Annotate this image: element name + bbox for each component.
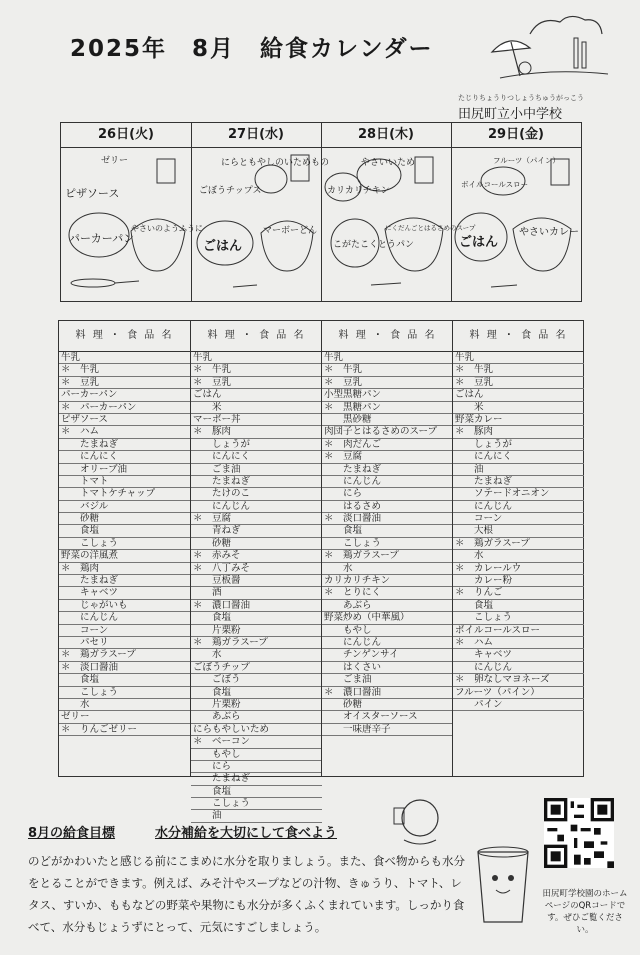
- table-row: ＊ りんご: [453, 587, 584, 599]
- day-sketch: ゼリー ピザソース パーカーパン やさいのようふうに: [61, 147, 191, 299]
- table-row: こしょう: [322, 538, 453, 550]
- table-row: ＊ 豆乳: [453, 377, 584, 389]
- school-name-ruby: たじりちょうりつしょうちゅうがっこう: [458, 94, 584, 102]
- table-row: 牛乳: [191, 352, 322, 364]
- table-row: ＊ 豆腐: [191, 513, 322, 525]
- table-row: ゼリー: [59, 711, 190, 723]
- table-row: にらもやしいため: [191, 724, 322, 736]
- table-row: 食塩: [191, 612, 322, 624]
- table-row: にら: [191, 761, 322, 773]
- table-row: ＊ りんごゼリー: [59, 724, 190, 736]
- table-row: こしょう: [59, 538, 190, 550]
- table-row: 片栗粉: [191, 625, 322, 637]
- table-row: ＊ 鶏ガラスープ: [322, 550, 453, 562]
- table-row: あぶら: [191, 711, 322, 723]
- table-row: 小型黒糖パン: [322, 389, 453, 401]
- table-row: 牛乳: [322, 352, 453, 364]
- table-row: はくさい: [322, 662, 453, 674]
- table-row: オイスターソース: [322, 711, 453, 723]
- table-row: 砂糖: [191, 538, 322, 550]
- table-row: にんじん: [453, 662, 584, 674]
- table-row: はるさめ: [322, 501, 453, 513]
- table-row: ごはん: [191, 389, 322, 401]
- table-row: こしょう: [453, 612, 584, 624]
- column-header: 料 理 ・ 食 品 名: [59, 321, 190, 352]
- table-row: ごま油: [191, 464, 322, 476]
- table-row: 肉団子とはるさめのスープ: [322, 426, 453, 438]
- table-row: 水: [453, 550, 584, 562]
- drinking-person-illustration: [380, 790, 460, 850]
- day-sketch: やさいいため カリカリチキン こがたこくとうパン にくだんごとはるさめのスープ: [321, 147, 451, 299]
- table-row: ＊ 豆乳: [191, 377, 322, 389]
- table-row: ＊ 豚肉: [191, 426, 322, 438]
- table-row: 食塩: [191, 687, 322, 699]
- table-row: ＊ 牛乳: [453, 364, 584, 376]
- table-row: カレー粉: [453, 575, 584, 587]
- table-row: たけのこ: [191, 488, 322, 500]
- table-row: ＊ ハム: [59, 426, 190, 438]
- table-row: たまねぎ: [191, 773, 322, 785]
- table-row: ＊ パーカーパン: [59, 402, 190, 414]
- table-row: ＊ 豆乳: [322, 377, 453, 389]
- school-name-text: 田尻町立小中学校: [458, 107, 563, 122]
- table-row: こしょう: [191, 798, 322, 810]
- table-row: にんじん: [322, 637, 453, 649]
- table-row: 米: [191, 402, 322, 414]
- table-row: キャベツ: [453, 649, 584, 661]
- table-row: にんじん: [59, 612, 190, 624]
- table-row: 食塩: [453, 600, 584, 612]
- table-row: ＊ 八丁みそ: [191, 563, 322, 575]
- table-row: コーン: [453, 513, 584, 525]
- table-row: もやし: [322, 625, 453, 637]
- table-row: ピザソース: [59, 414, 190, 426]
- table-row: ＊ 牛乳: [191, 364, 322, 376]
- qr-code[interactable]: [544, 798, 614, 868]
- table-row: 油: [453, 464, 584, 476]
- table-row: しょうが: [453, 439, 584, 451]
- table-row: キャベツ: [59, 587, 190, 599]
- table-row: チンゲンサイ: [322, 649, 453, 661]
- table-row: ＊ 黒糖パン: [322, 402, 453, 414]
- day-sketch: フルーツ（パイン） ボイルコールスロー ごはん やさいカレー: [451, 147, 581, 299]
- table-row: 酒: [191, 587, 322, 599]
- table-row: ソテードオニオン: [453, 488, 584, 500]
- table-row: ＊ ベーコン: [191, 736, 322, 748]
- table-row: 片栗粉: [191, 699, 322, 711]
- table-row: にんにく: [59, 451, 190, 463]
- column-header: 料 理 ・ 食 品 名: [322, 321, 453, 352]
- day-header: 29日(金): [451, 123, 581, 148]
- table-row: 砂糖: [322, 699, 453, 711]
- table-row: 油: [191, 810, 322, 822]
- table-row: ＊ 鶏ガラスープ: [453, 538, 584, 550]
- day-column: [190, 321, 322, 822]
- ingredient-table: [58, 320, 584, 822]
- table-row: ＊ とりにく: [322, 587, 453, 599]
- table-row: ＊ 卵なしマヨネーズ: [453, 674, 584, 686]
- table-row: 黒砂糖: [322, 414, 453, 426]
- menu-illustration-panel: [60, 122, 582, 302]
- table-row: オリーブ油: [59, 464, 190, 476]
- column-header: 料 理 ・ 食 品 名: [453, 321, 584, 352]
- table-row: 食塩: [191, 786, 322, 798]
- table-row: トマト: [59, 476, 190, 488]
- table-row: 豆板醤: [191, 575, 322, 587]
- table-row: 食塩: [59, 525, 190, 537]
- table-row: ＊ 濃口醤油: [191, 600, 322, 612]
- table-row: 大根: [453, 525, 584, 537]
- table-row: ＊ 淡口醤油: [322, 513, 453, 525]
- table-row: たまねぎ: [453, 476, 584, 488]
- table-row: ＊ 赤みそ: [191, 550, 322, 562]
- table-row: パイン: [453, 699, 584, 711]
- table-row: ＊ 淡口醤油: [59, 662, 190, 674]
- day-column: [59, 321, 190, 776]
- table-row: にら: [322, 488, 453, 500]
- cup-character-illustration: [468, 838, 538, 934]
- table-row: たまねぎ: [191, 476, 322, 488]
- column-header: 料 理 ・ 食 品 名: [191, 321, 322, 352]
- table-row: ごはん: [453, 389, 584, 401]
- table-row: にんじん: [322, 476, 453, 488]
- table-row: 一味唐辛子: [322, 724, 453, 736]
- goal-subheading: 水分補給を大切にして食べよう: [155, 826, 338, 841]
- table-row: パセリ: [59, 637, 190, 649]
- table-row: コーン: [59, 625, 190, 637]
- table-row: たまねぎ: [59, 575, 190, 587]
- goal-text: のどがかわいたと感じる前にこまめに水分を取りましょう。また、食べ物からも水分をとることができます。例えば、みそ汁やスープなどの汁物、きゅうり、トマト、レタス、すいか、ももなどの野菜や果物にも水分が多くふくまれています。しっかり食べて、水分もじょうずにとって、元気にすごしましょう。: [28, 854, 465, 934]
- table-row: しょうが: [191, 439, 322, 451]
- summer-beach-illustration: [490, 12, 610, 88]
- table-row: ＊ 豆乳: [59, 377, 190, 389]
- table-row: ＊ 豆腐: [322, 451, 453, 463]
- day-column: [321, 321, 453, 776]
- table-row: にんじん: [191, 501, 322, 513]
- table-row: ＊ 鶏肉: [59, 563, 190, 575]
- table-row: ＊ ハム: [453, 637, 584, 649]
- table-row: ＊ カレールウ: [453, 563, 584, 575]
- table-row: ＊ 鶏ガラスープ: [191, 637, 322, 649]
- table-row: 野菜カレー: [453, 414, 584, 426]
- table-row: にんにく: [453, 451, 584, 463]
- table-row: ごぼう: [191, 674, 322, 686]
- table-row: ごま油: [322, 674, 453, 686]
- table-row: もやし: [191, 749, 322, 761]
- table-row: マーボー丼: [191, 414, 322, 426]
- table-row: にんにく: [191, 451, 322, 463]
- table-row: じゃがいも: [59, 600, 190, 612]
- table-row: 米: [453, 402, 584, 414]
- table-row: 砂糖: [59, 513, 190, 525]
- table-row: 野菜炒め（中華風）: [322, 612, 453, 624]
- qr-caption: 田尻町学校園のホームページのQRコードです。ぜひご覧ください。: [542, 889, 628, 935]
- table-row: にんじん: [453, 501, 584, 513]
- table-row: 野菜の洋風煮: [59, 550, 190, 562]
- table-row: たまねぎ: [322, 464, 453, 476]
- table-row: 牛乳: [59, 352, 190, 364]
- table-row: カリカリチキン: [322, 575, 453, 587]
- table-row: パーカーパン: [59, 389, 190, 401]
- table-row: ＊ 鶏ガラスープ: [59, 649, 190, 661]
- table-row: ＊ 牛乳: [322, 364, 453, 376]
- table-row: 青ねぎ: [191, 525, 322, 537]
- table-row: あぶら: [322, 600, 453, 612]
- day-header: 28日(木): [321, 123, 451, 148]
- table-row: 水: [191, 649, 322, 661]
- day-sketch: にらともやしのいためもの ごぼうチップス ごはん マーボーどん: [191, 147, 321, 299]
- day-header: 26日(火): [61, 123, 191, 148]
- table-row: ＊ 豚肉: [453, 426, 584, 438]
- table-row: ごぼうチップ: [191, 662, 322, 674]
- table-row: 牛乳: [453, 352, 584, 364]
- table-row: 食塩: [59, 674, 190, 686]
- page-title: 2025年 8月 給食カレンダー: [70, 36, 434, 62]
- table-row: 水: [322, 563, 453, 575]
- day-header: 27日(水): [191, 123, 321, 148]
- table-row: バジル: [59, 501, 190, 513]
- table-row: こしょう: [59, 687, 190, 699]
- table-row: ＊ 牛乳: [59, 364, 190, 376]
- day-column: [452, 321, 584, 776]
- school-name: [458, 93, 584, 122]
- table-row: トマトケチャップ: [59, 488, 190, 500]
- table-row: フルーツ（パイン）: [453, 687, 584, 699]
- table-row: 水: [59, 699, 190, 711]
- table-row: ＊ 肉だんご: [322, 439, 453, 451]
- table-row: 食塩: [322, 525, 453, 537]
- table-row: ＊ 濃口醤油: [322, 687, 453, 699]
- table-row: たまねぎ: [59, 439, 190, 451]
- goal-heading: 8月の給食目標: [28, 826, 116, 841]
- table-row: ボイルコールスロー: [453, 625, 584, 637]
